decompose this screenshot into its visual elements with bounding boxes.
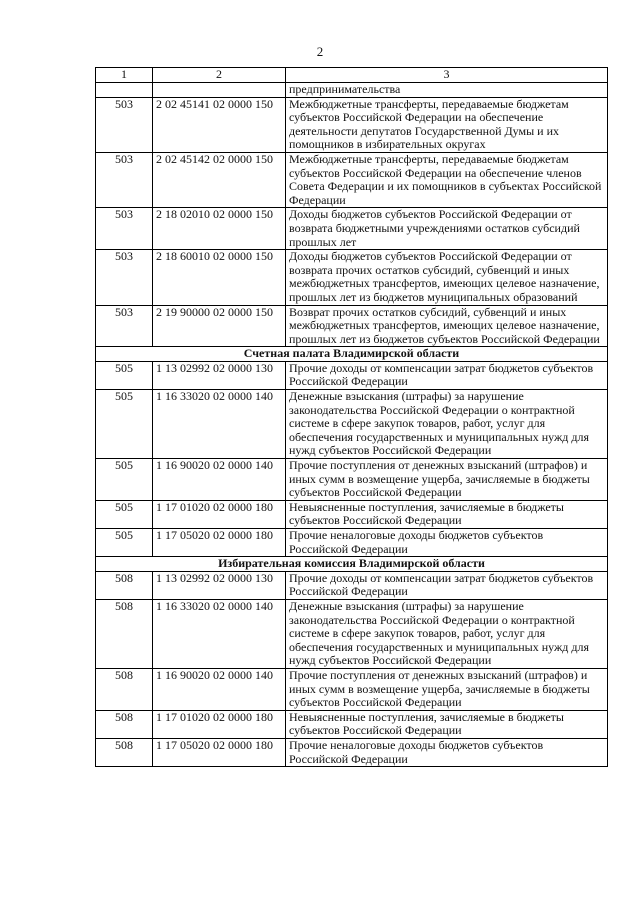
continuation-empty-cell — [96, 83, 153, 98]
description-cell: Невыясненные поступления, зачисляемые в бюджеты субъектов Российской Федерации — [286, 710, 608, 738]
admin-code-cell: 505 — [96, 529, 153, 557]
table-row — [96, 97, 608, 152]
budget-code-cell: 1 16 33020 02 0000 140 — [153, 390, 286, 459]
table-row — [96, 500, 608, 528]
admin-code-cell: 503 — [96, 208, 153, 250]
description-cell: Прочие неналоговые доходы бюджетов субъектов Российской Федерации — [286, 738, 608, 766]
admin-code-cell: 508 — [96, 668, 153, 710]
budget-code-cell: 1 17 05020 02 0000 180 — [153, 529, 286, 557]
budget-income-table — [95, 67, 608, 767]
table-row — [96, 571, 608, 599]
table-row — [96, 361, 608, 389]
budget-code-cell: 1 16 90020 02 0000 140 — [153, 668, 286, 710]
admin-code-cell: 505 — [96, 459, 153, 501]
rows-group-508 — [96, 571, 608, 766]
description-cell: Прочие доходы от компенсации затрат бюджетов субъектов Российской Федерации — [286, 361, 608, 389]
description-cell: Невыясненные поступления, зачисляемые в бюджеты субъектов Российской Федерации — [286, 500, 608, 528]
budget-code-cell: 1 17 01020 02 0000 180 — [153, 500, 286, 528]
admin-code-cell: 505 — [96, 500, 153, 528]
rows-group-503 — [96, 97, 608, 347]
column-header-1: 1 — [96, 68, 153, 83]
table-row — [96, 152, 608, 207]
description-cell: Доходы бюджетов субъектов Российской Федерации от возврата прочих остатков субсидий, субвенций и иных межбюджетных трансфертов, имеющих целевое назначение, прошлых лет из бюджетов муниципальных образований — [286, 250, 608, 305]
rows-group-505 — [96, 361, 608, 556]
page-number: 2 — [316, 44, 324, 59]
admin-code-cell: 508 — [96, 599, 153, 668]
description-cell: Прочие поступления от денежных взысканий (штрафов) и иных сумм в возмещение ущерба, зачисляемые в бюджеты субъектов Российской Федерации — [286, 668, 608, 710]
description-cell: Денежные взыскания (штрафы) за нарушение законодательства Российской Федерации о контрактной системе в сфере закупок товаров, работ, услуг для обеспечения государственных и муниципальных нужд для нужд субъектов Российской Федерации — [286, 599, 608, 668]
admin-code-cell: 508 — [96, 710, 153, 738]
table-row — [96, 390, 608, 459]
column-header-2: 2 — [153, 68, 286, 83]
admin-code-cell: 505 — [96, 361, 153, 389]
admin-code-cell: 505 — [96, 390, 153, 459]
budget-code-cell: 2 02 45141 02 0000 150 — [153, 97, 286, 152]
budget-code-cell: 1 13 02992 02 0000 130 — [153, 571, 286, 599]
table-row — [96, 668, 608, 710]
admin-code-cell: 503 — [96, 152, 153, 207]
table-row — [96, 208, 608, 250]
admin-code-cell: 508 — [96, 738, 153, 766]
column-header-3: 3 — [286, 68, 608, 83]
section-title-election-commission: Избирательная комиссия Владимирской области — [96, 557, 608, 572]
budget-code-cell: 1 16 90020 02 0000 140 — [153, 459, 286, 501]
continuation-text: предпринимательства — [286, 83, 608, 98]
description-cell: Прочие поступления от денежных взысканий (штрафов) и иных сумм в возмещение ущерба, зачисляемые в бюджеты субъектов Российской Федерации — [286, 459, 608, 501]
admin-code-cell: 503 — [96, 305, 153, 347]
table-row — [96, 710, 608, 738]
table-row — [96, 529, 608, 557]
budget-code-cell: 2 18 02010 02 0000 150 — [153, 208, 286, 250]
section-title-accounts-chamber: Счетная палата Владимирской области — [96, 347, 608, 362]
budget-code-cell: 1 13 02992 02 0000 130 — [153, 361, 286, 389]
section-header-row — [96, 557, 608, 572]
table-header-row — [96, 68, 608, 83]
budget-code-cell: 2 02 45142 02 0000 150 — [153, 152, 286, 207]
budget-code-cell: 1 16 33020 02 0000 140 — [153, 599, 286, 668]
description-cell: Прочие доходы от компенсации затрат бюджетов субъектов Российской Федерации — [286, 571, 608, 599]
table-row — [96, 738, 608, 766]
admin-code-cell: 503 — [96, 97, 153, 152]
budget-code-cell: 1 17 01020 02 0000 180 — [153, 710, 286, 738]
description-cell: Межбюджетные трансферты, передаваемые бюджетам субъектов Российской Федерации на обеспечение деятельности депутатов Государственной Думы и их помощников в избирательных округах — [286, 97, 608, 152]
admin-code-cell: 503 — [96, 250, 153, 305]
description-cell: Возврат прочих остатков субсидий, субвенций и иных межбюджетных трансфертов, имеющих целевое назначение, прошлых лет из бюджетов субъектов Российской Федерации — [286, 305, 608, 347]
table-row — [96, 305, 608, 347]
continuation-empty-cell — [153, 83, 286, 98]
description-cell: Межбюджетные трансферты, передаваемые бюджетам субъектов Российской Федерации на обеспечение членов Совета Федерации и их помощников в субъектах Российской Федерации — [286, 152, 608, 207]
description-cell: Прочие неналоговые доходы бюджетов субъектов Российской Федерации — [286, 529, 608, 557]
admin-code-cell: 508 — [96, 571, 153, 599]
table-row — [96, 250, 608, 305]
continuation-row — [96, 83, 608, 98]
description-cell: Доходы бюджетов субъектов Российской Федерации от возврата бюджетными учреждениями остатков субсидий прошлых лет — [286, 208, 608, 250]
budget-code-cell: 2 19 90000 02 0000 150 — [153, 305, 286, 347]
section-header-row — [96, 347, 608, 362]
table-row — [96, 459, 608, 501]
description-cell: Денежные взыскания (штрафы) за нарушение законодательства Российской Федерации о контрактной системе в сфере закупок товаров, работ, услуг для обеспечения государственных и муниципальных нужд для нужд субъектов Российской Федерации — [286, 390, 608, 459]
budget-code-cell: 2 18 60010 02 0000 150 — [153, 250, 286, 305]
table-row — [96, 599, 608, 668]
budget-code-cell: 1 17 05020 02 0000 180 — [153, 738, 286, 766]
